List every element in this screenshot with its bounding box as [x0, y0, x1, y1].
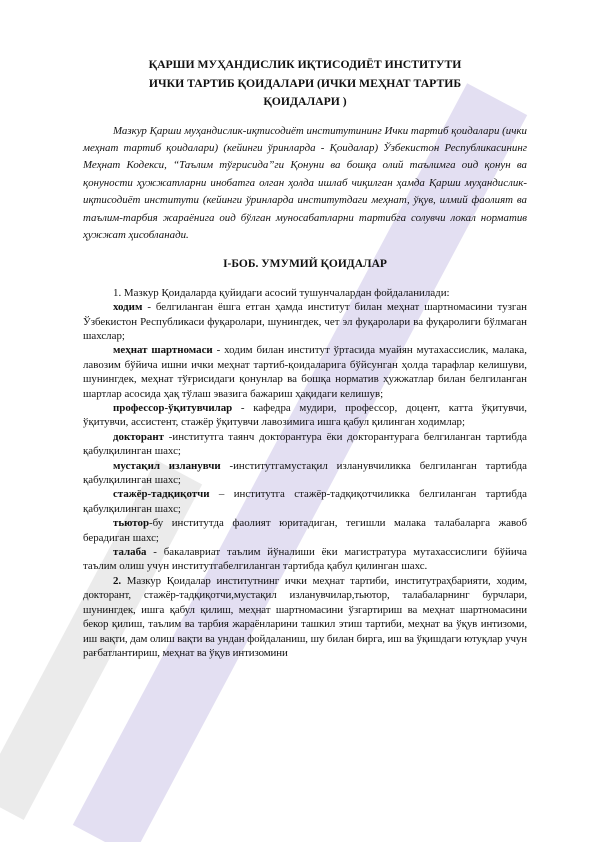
- term-student: талаба: [113, 546, 147, 559]
- definition-doctoral: [83, 430, 527, 459]
- intro-paragraph: Мазкур Қарши муҳандислик-иқтисодиёт институтининг Ички тартиб қоидалари (ички меҳнат тартиб қоидалари) (кейинги ўринларда - Қоидалар) Ўзбекистон Республикасининг Меҳнат Кодекси, “Таълим тўғрисида”ги Қонуни ва бошқа олий таълимга оид қонун ва қонуности ҳужжатларни инобатга олган ҳолда ишлаб чиқилган ҳамда Қарши муҳандислик-иқтисодиёт институти (кейинги ўринларда институтдаги меҳнат, ўқув, илмий фаолият ва таълим-тарбия жараёнига оид бўлган муносабатларни тартибга солувчи локал норматив ҳужжат ҳисобланади.: [83, 124, 527, 241]
- definition-student-text: - бакалавриат таълим йўналиши ёки магистратура мутахассислиги бўйича таълим олиш учун институтгабелгиланган тартибда қабул қилинган шахс.: [83, 546, 527, 573]
- paragraph-2-number: 2.: [113, 574, 121, 587]
- definition-doctoral-text: -институтга таянч докторантура ёки докторантурага белгиланган тартибда қабулқилинган шахс;: [83, 430, 527, 458]
- definition-tutor-text: -бу институтда фаолият юритадиган, тегишли малака талабаларга жавоб берадиган шахс;: [83, 517, 527, 544]
- definition-teachers: [83, 401, 527, 430]
- definition-teachers-text: - кафедра мудири, профессор, доцент, катта ўқитувчи, ўқитувчи, ассистент, стажёр ўқитувчи лавозимига ишга қабул қилинган ходимлар;: [83, 402, 527, 429]
- definition-contract: [83, 343, 527, 401]
- term-researcher: мустақил изланувчи: [113, 459, 221, 472]
- definition-contract-text: - ходим билан институт ўртасида муайян мутахассислик, малака, лавозим бўйича ишни ички меҳнат тартиб-қоидаларига бўйсунган ҳолда тарафлар келишуви, шунингдек, меҳнат тўғрисидаги қонунлар ва бошқа норматив ҳужжатлар билан белгиланган шартлар асосида ҳақ тўлаш эвазига бажариш ҳақидаги келишув;: [83, 344, 527, 400]
- term-employee: ходим: [113, 301, 143, 314]
- document-page: [83, 56, 527, 660]
- term-doctoral: докторант: [113, 430, 165, 443]
- definition-student: [83, 545, 527, 574]
- definition-researcher-text: -институтгамустақил изланувчиликка белгиланган тартибда қабулқилинган шахс;: [83, 459, 527, 487]
- term-intern: стажёр-тадқиқотчи: [113, 488, 210, 501]
- term-teachers: профессор-ўқитувчилар: [113, 402, 233, 414]
- term-contract: меҳнат шартномаси: [113, 344, 213, 357]
- definition-intern: [83, 487, 527, 516]
- definition-intern-text: – институтга стажёр-тадқиқотчиликка белгиланган тартибда қабулқилинган шахс;: [83, 488, 527, 515]
- paragraph-2-text: Мазкур Қоидалар институтнинг ички меҳнат тартиби, институтраҳбарияти, ходим, докторант, стажёр-тадқиқотчи,мустақил изланувчилар,тьютор, талабаларнинг бурчлари, шунингдек, ишга қабул қилиш, меҳнат шартномасини ўзгартириш ва меҳнат шартномасини бекор қилиш, таълим ва тарбия жараёнларини ташкил этиш тартиби, меҳнат ва ўқув интизоми, иш вақти, дам олиш вақти ва ундан фойдаланиш, шу билан бирга, иш ва ўқишдаги ютуқлар учун рағбатлантириш, меҳнат ва ўқув интизомини: [83, 574, 527, 659]
- title-line-1: ҚАРШИ МУҲАНДИСЛИК ИҚТИСОДИЁТ ИНСТИТУТИ: [148, 58, 462, 71]
- paragraph-2: [83, 574, 527, 660]
- document-title: [93, 56, 517, 112]
- title-line-3: ҚОИДАЛАРИ ): [263, 95, 347, 108]
- paragraph-1: [83, 286, 527, 300]
- chapter-title: I-БОБ. УМУМИЙ ҚОИДАЛАР: [223, 258, 387, 271]
- definition-employee: [83, 300, 527, 343]
- definition-employee-text: - белгиланган ёшга етган ҳамда институт билан меҳнат шартномасини тузган Ўзбекистон Республикаси фуқаролари, шунингдек, чет эл фуқаролари ва фуқаролиги бўлмаган шахслар;: [83, 301, 527, 342]
- term-tutor: тьютор: [113, 517, 149, 530]
- paragraph-1-number: 1.: [113, 286, 122, 299]
- definition-tutor: [83, 516, 527, 545]
- definition-researcher: [83, 459, 527, 488]
- title-line-2: ИЧКИ ТАРТИБ ҚОИДАЛАРИ (ИЧКИ МЕҲНАТ ТАРТИБ: [148, 76, 462, 90]
- paragraph-1-text: Мазкур Қоидаларда қуйидаги асосий тушунчалардан фойдаланилади:: [123, 286, 450, 299]
